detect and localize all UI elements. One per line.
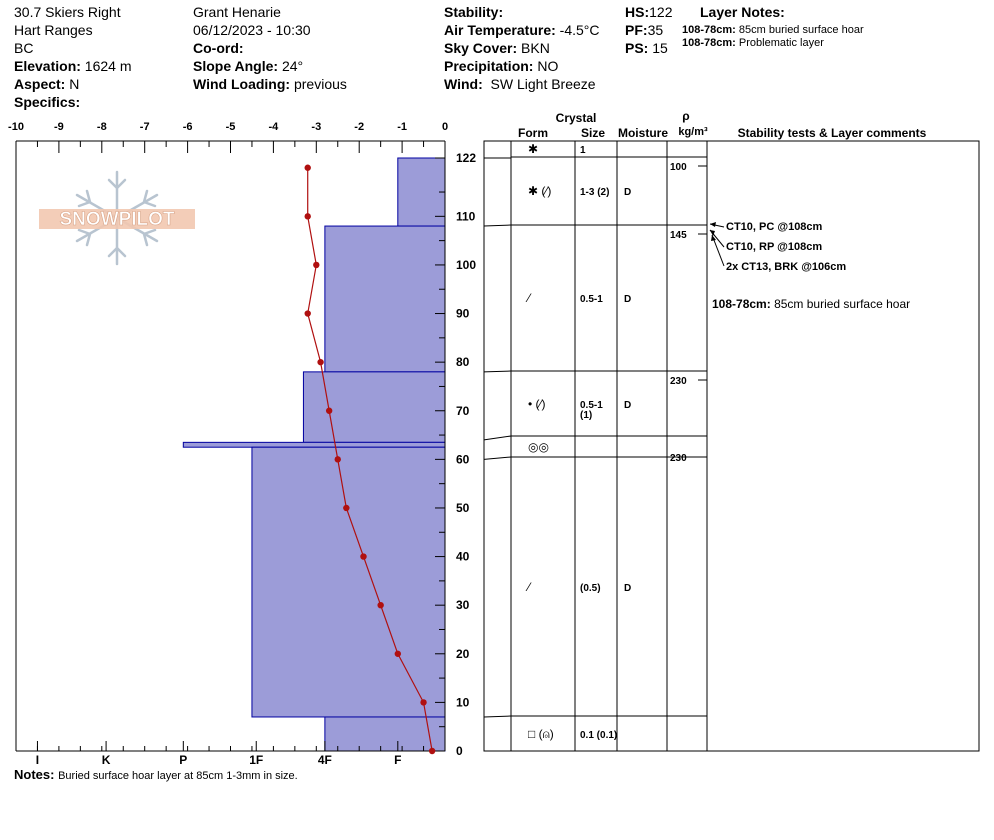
layer-size-5: (0.5) (580, 583, 601, 594)
hardness-label-P: P (179, 753, 188, 767)
snowpilot-logo (39, 172, 195, 264)
notes-row (14, 766, 298, 785)
layer-comment (712, 297, 910, 311)
moisture-header: Moisture (617, 126, 669, 140)
sky-value: BKN (521, 40, 550, 56)
height-tick-label: 80 (456, 355, 470, 370)
air-temp-label: Air Temperature: (444, 22, 556, 38)
layer-size-1: 1-3 (2) (580, 187, 610, 198)
form-header: Form (518, 126, 548, 140)
pf-value: 35 (647, 22, 664, 38)
layer-form-2: ⁄ (528, 291, 531, 305)
wind-value: SW Light Breeze (490, 76, 596, 92)
temperature-point-5 (343, 505, 349, 511)
hardness-label-K: K (101, 753, 111, 767)
layer-comment-text: 85cm buried surface hoar (774, 297, 911, 311)
hardness-bars (183, 158, 445, 751)
temp-tick-label: -4 (268, 121, 279, 133)
notes-text: Buried surface hoar layer at 85cm 1-3mm in size. (58, 770, 298, 782)
layer-note-1-range: 108-78cm: (682, 24, 736, 36)
wind-loading-label: Wind Loading: (193, 76, 291, 92)
hardness-bar-3 (183, 442, 445, 447)
layer-form-0: ✱ (528, 142, 539, 156)
test-3: 2x CT13, BRK @106cm (726, 261, 847, 273)
layer-note-2-text: Problematic layer (738, 37, 824, 49)
temperature-point-10 (313, 262, 319, 268)
height-tick-label: 122 (456, 151, 477, 165)
hs-value: 122 (649, 4, 673, 20)
layer-moisture-1: D (624, 187, 632, 198)
temperature-point-6 (335, 456, 341, 462)
temp-tick-label: -1 (397, 121, 407, 133)
layer-size-3: 0.5-1 (580, 400, 603, 411)
sky-label: Sky Cover: (444, 40, 518, 56)
temp-tick-label: 0 (441, 121, 449, 133)
temp-tick-label: -3 (311, 121, 322, 133)
hardness-label-1F: 1F (249, 753, 264, 767)
height-tick-label: 30 (456, 598, 470, 613)
layer-density-2: 145 (670, 230, 687, 241)
stability-tests (710, 221, 846, 273)
size-header: Size (580, 126, 606, 140)
rho-header: ρ (682, 109, 690, 123)
observer: Grant Henarie (193, 4, 281, 20)
height-tick-label: 60 (456, 452, 470, 467)
datetime: 06/12/2023 - 10:30 (193, 22, 311, 38)
hardness-bar-4 (252, 447, 445, 717)
logo-text: SNOWPILOT (59, 209, 175, 230)
state: BC (14, 40, 34, 56)
row-connector-2 (484, 436, 511, 440)
layer-moisture-3: D (624, 400, 632, 411)
notes-label: Notes: (14, 767, 55, 782)
temperature-point-4 (360, 553, 366, 559)
temp-tick-label: -5 (225, 121, 236, 133)
temperature-point-9 (305, 310, 311, 316)
height-tick-label: 110 (456, 209, 476, 224)
temperature-point-0 (429, 748, 435, 754)
layer-form-4: ◎◎ (528, 440, 549, 454)
specifics-label: Specifics: (14, 94, 81, 110)
layer-size-0: 1 (580, 145, 586, 156)
hardness-label-4F: 4F (317, 753, 332, 767)
hardness-label-I: I (35, 753, 40, 767)
elevation-label: Elevation: (14, 58, 81, 74)
temperature-point-12 (305, 165, 311, 171)
aspect-value: N (69, 76, 80, 92)
crystal-header: Crystal (555, 111, 597, 125)
air-temp-value: -4.5°C (559, 22, 600, 38)
temperature-point-3 (377, 602, 383, 608)
precip-label: Precipitation: (444, 58, 534, 74)
density-unit-header: kg/m³ (678, 126, 708, 138)
height-tick-label: 70 (456, 403, 470, 418)
test-1: CT10, PC @108cm (726, 221, 823, 233)
row-connector-3 (484, 457, 511, 459)
test-1-arrowhead (710, 222, 716, 227)
temp-tick-label: -8 (96, 121, 107, 133)
slope-label: Slope Angle: (193, 58, 279, 74)
layer-form-1: ✱ (⁄) (528, 184, 552, 198)
hs-label: HS: (625, 4, 650, 20)
layer-density-3: 230 (670, 376, 687, 387)
stability-label: Stability: (444, 4, 504, 20)
height-tick-label: 0 (456, 744, 463, 758)
layer-form-3: • (⁄) (528, 397, 546, 411)
pf-label: PF: (625, 22, 648, 38)
layer-density-5: 230 (670, 453, 687, 464)
height-tick-label: 20 (456, 646, 470, 661)
aspect-label: Aspect: (14, 76, 66, 92)
height-tick-label: 100 (456, 257, 477, 272)
layer-moisture-2: D (624, 294, 632, 305)
layer-notes-label: Layer Notes: (700, 4, 785, 20)
temp-tick-label: -9 (54, 121, 64, 133)
temperature-point-7 (326, 408, 332, 414)
temperature-point-8 (317, 359, 323, 365)
row-connector-0 (484, 225, 511, 226)
layer-table (484, 109, 979, 751)
wind-label: Wind: (444, 76, 483, 92)
row-connector-4 (484, 716, 511, 717)
layer-comment-range: 108-78cm: (712, 297, 771, 311)
layer-size-2: 0.5-1 (580, 294, 603, 305)
hardness-bar-1 (325, 226, 445, 372)
wind-loading-value: previous (293, 76, 347, 92)
comments-header: Stability tests & Layer comments (737, 126, 927, 140)
layer-note-1-text: 85cm buried surface hoar (738, 24, 864, 36)
slope-value: 24° (281, 58, 304, 74)
temperature-point-11 (305, 213, 311, 219)
temp-tick-label: -7 (139, 121, 150, 133)
temperature-point-2 (395, 651, 401, 657)
temperature-point-1 (420, 699, 426, 705)
location: 30.7 Skiers Right (14, 4, 121, 20)
layer-form-5: ⁄ (528, 580, 531, 594)
coord-label: Co-ord: (193, 40, 244, 56)
ps-label: PS: (625, 40, 649, 56)
height-tick-label: 10 (456, 695, 470, 710)
layer-form-6: □ (⍝) (528, 727, 554, 741)
temp-tick-label: -2 (354, 121, 365, 133)
height-tick-label: 90 (456, 306, 470, 321)
precip-value: NO (537, 58, 559, 74)
height-tick-label: 40 (456, 549, 470, 564)
hardness-label-F: F (394, 753, 402, 767)
test-2: CT10, RP @108cm (726, 241, 823, 253)
height-tick-label: 50 (456, 500, 470, 515)
table-rows (484, 142, 707, 741)
range: Hart Ranges (14, 22, 93, 38)
layer-note-2-range: 108-78cm: (682, 37, 736, 49)
layer-density-1: 100 (670, 162, 687, 173)
layer-size-6: 0.1 (0.1) (580, 730, 618, 741)
row-connector-1 (484, 371, 511, 372)
temp-tick-label: -6 (182, 121, 193, 133)
elevation-value: 1624 m (84, 58, 132, 74)
layer-size-extra-3: (1) (580, 410, 593, 421)
temp-tick-label: -10 (8, 121, 24, 133)
ps-value: 15 (652, 40, 668, 56)
layer-moisture-5: D (624, 583, 632, 594)
